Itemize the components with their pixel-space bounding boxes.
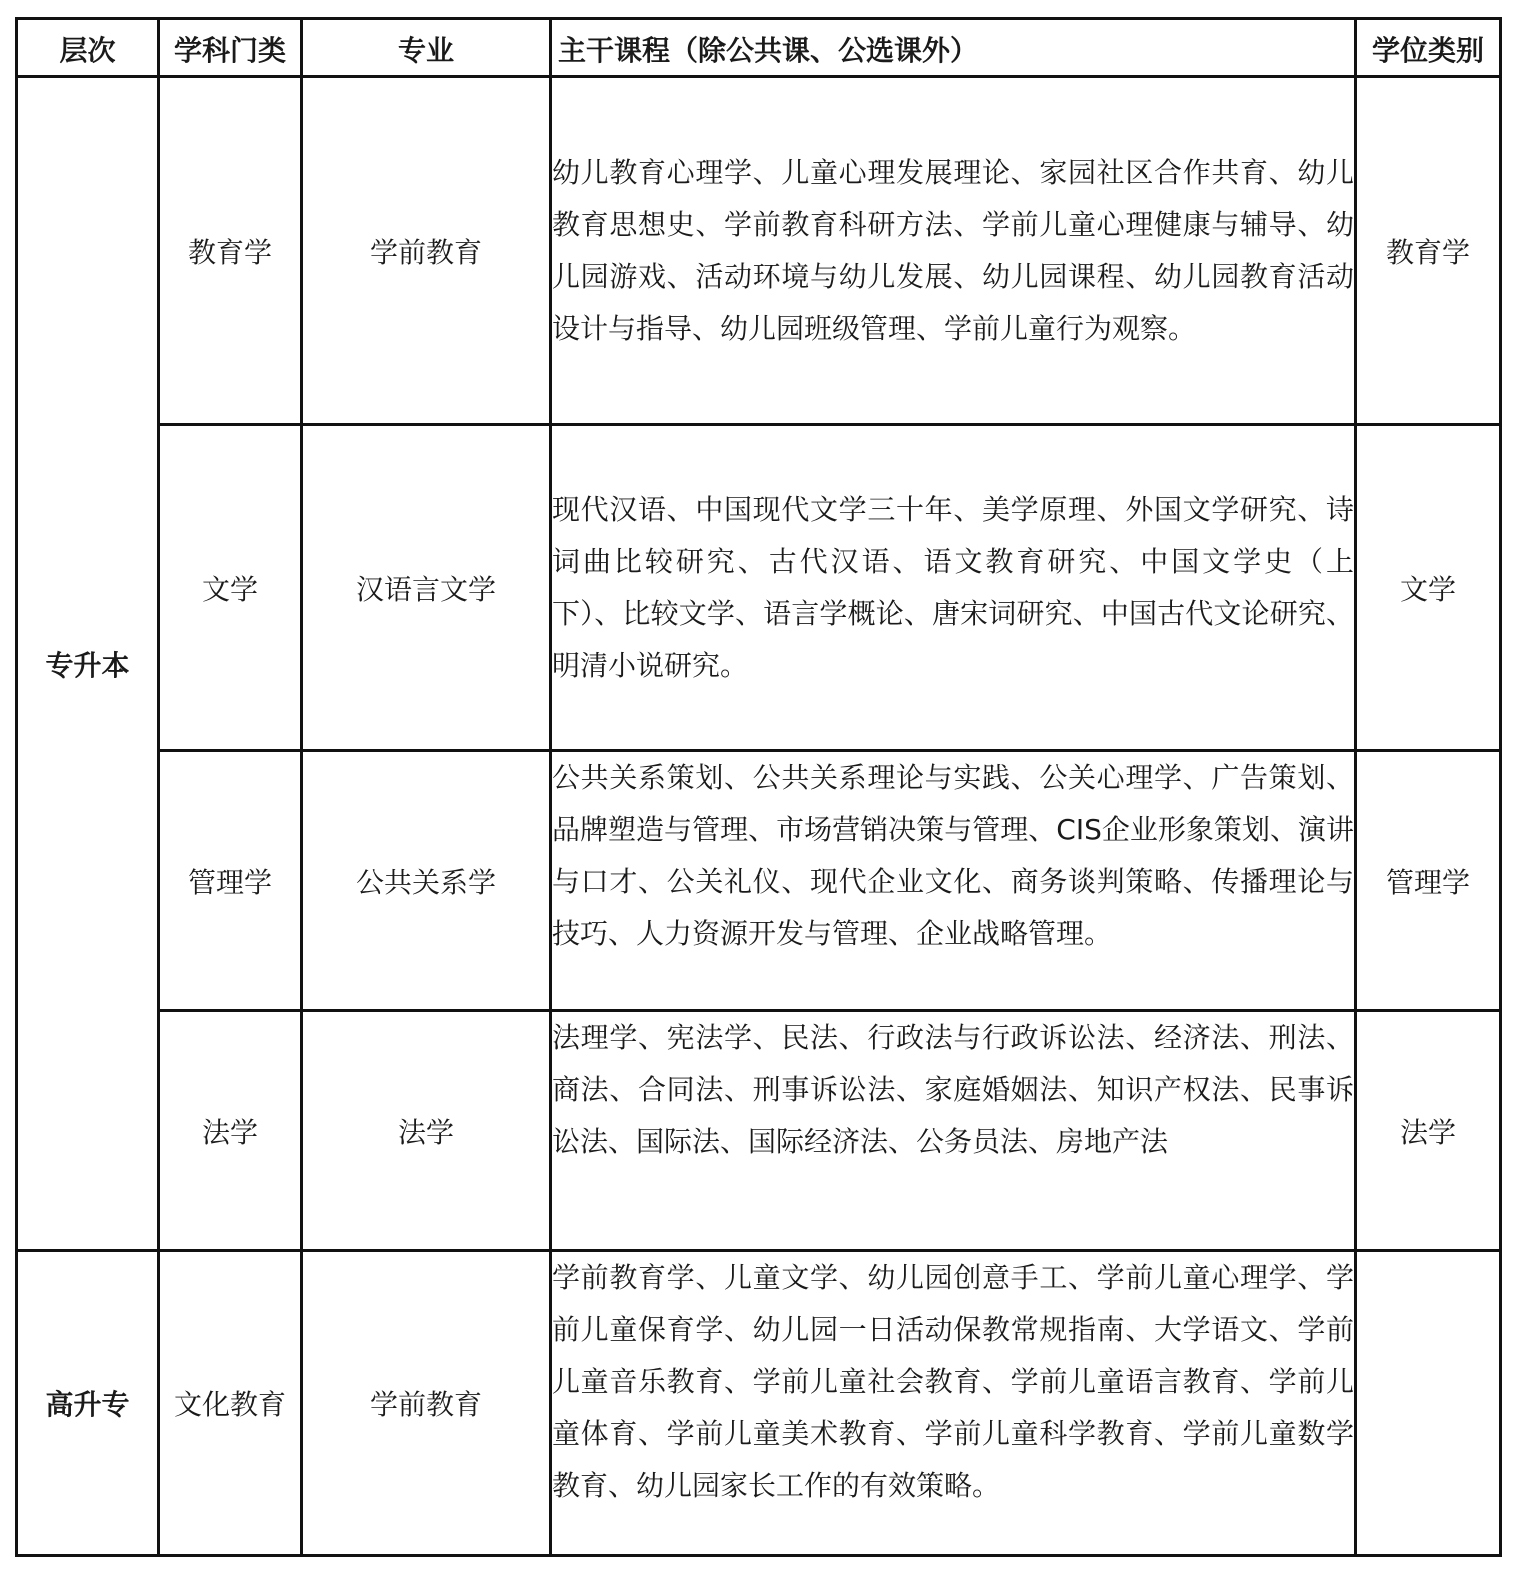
header-courses: 主干课程（除公共课、公选课外） [551, 19, 1356, 77]
courses-cell: 幼儿教育心理学、儿童心理发展理论、家园社区合作共育、幼儿教育思想史、学前教育科研方法、学前儿童心理健康与辅导、幼儿园游戏、活动环境与幼儿发展、幼儿园课程、幼儿园教育活动设计与指导、幼儿园班级管理、学前儿童行为观察。 [551, 77, 1356, 425]
table-row [17, 77, 1501, 425]
major-cell: 法学 [302, 1011, 551, 1251]
table-row [17, 1011, 1501, 1251]
category-cell: 教育学 [159, 77, 302, 425]
table-row [17, 425, 1501, 751]
category-cell: 文学 [159, 425, 302, 751]
major-cell: 汉语言文学 [302, 425, 551, 751]
category-cell: 文化教育 [159, 1251, 302, 1556]
major-cell: 学前教育 [302, 1251, 551, 1556]
header-category: 学科门类 [159, 19, 302, 77]
header-row [17, 19, 1501, 77]
courses-cell: 法理学、宪法学、民法、行政法与行政诉讼法、经济法、刑法、商法、合同法、刑事诉讼法、家庭婚姻法、知识产权法、民事诉讼法、国际法、国际经济法、公务员法、房地产法 [551, 1011, 1356, 1251]
header-level: 层次 [17, 19, 159, 77]
category-cell: 管理学 [159, 751, 302, 1011]
courses-cell: 学前教育学、儿童文学、幼儿园创意手工、学前儿童心理学、学前儿童保育学、幼儿园一日活动保教常规指南、大学语文、学前儿童音乐教育、学前儿童社会教育、学前儿童语言教育、学前儿童体育、学前儿童美术教育、学前儿童科学教育、学前儿童数学教育、幼儿园家长工作的有效策略。 [551, 1251, 1356, 1556]
table-row [17, 1251, 1501, 1556]
degree-cell: 教育学 [1356, 77, 1501, 425]
header-major: 专业 [302, 19, 551, 77]
courses-cell: 现代汉语、中国现代文学三十年、美学原理、外国文学研究、诗词曲比较研究、古代汉语、语文教育研究、中国文学史（上 下）、比较文学、语言学概论、唐宋词研究、中国古代文论研究、明清小说研究。 [551, 425, 1356, 751]
degree-cell [1356, 1251, 1501, 1556]
level-cell-upgrade-college: 高升专 [17, 1251, 159, 1556]
degree-cell: 文学 [1356, 425, 1501, 751]
major-cell: 学前教育 [302, 77, 551, 425]
header-degree: 学位类别 [1356, 19, 1501, 77]
courses-cell: 公共关系策划、公共关系理论与实践、公关心理学、广告策划、品牌塑造与管理、市场营销决策与管理、CIS企业形象策划、演讲与口才、公关礼仪、现代企业文化、商务谈判策略、传播理论与技巧、人力资源开发与管理、企业战略管理。 [551, 751, 1356, 1011]
degree-cell: 管理学 [1356, 751, 1501, 1011]
table-row [17, 751, 1501, 1011]
curriculum-table [15, 17, 1502, 1557]
major-cell: 公共关系学 [302, 751, 551, 1011]
degree-cell: 法学 [1356, 1011, 1501, 1251]
level-cell-upgrade-bachelor: 专升本 [17, 77, 159, 1251]
category-cell: 法学 [159, 1011, 302, 1251]
